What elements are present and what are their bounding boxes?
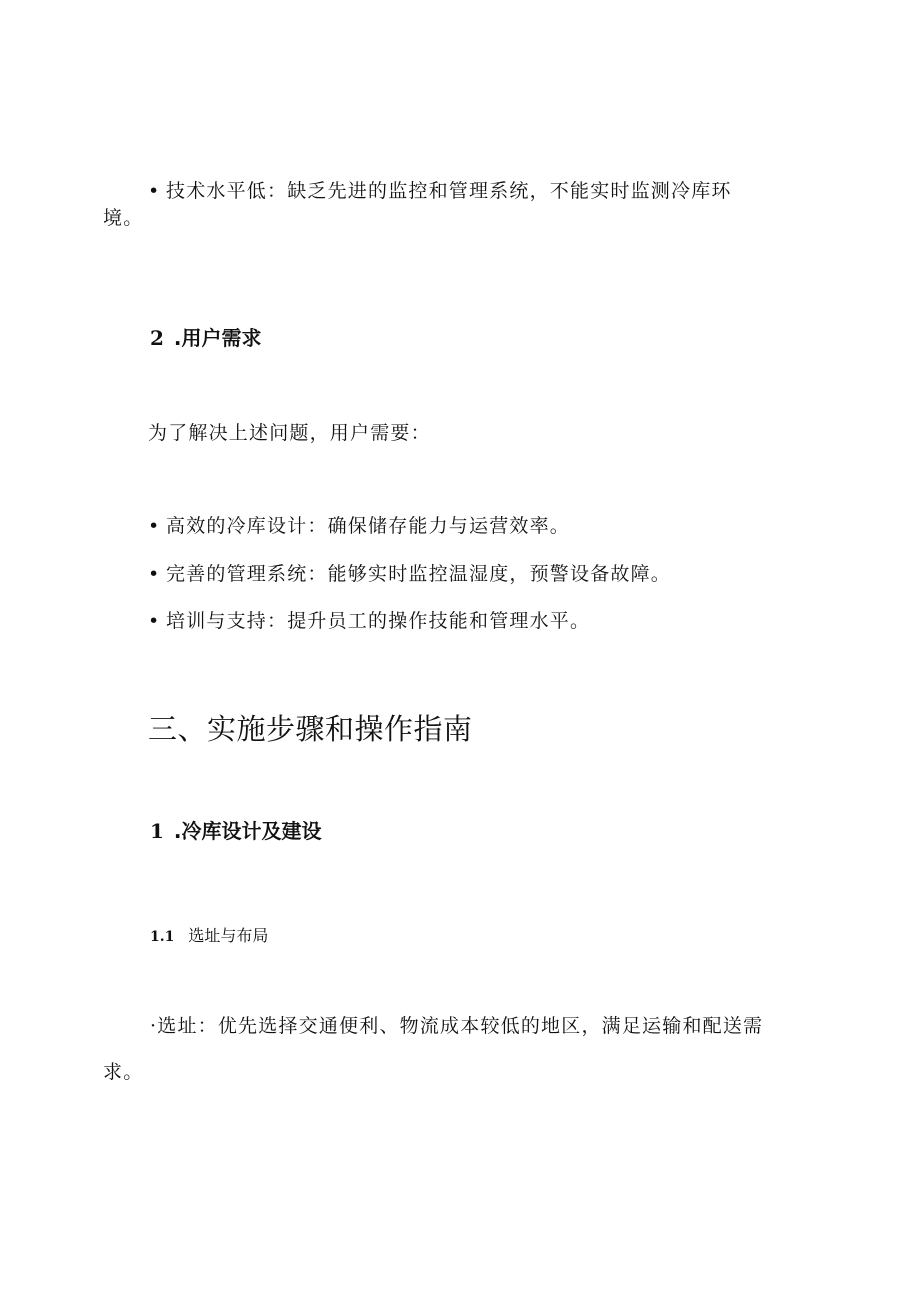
bullet-marker: • — [148, 563, 161, 585]
subsection-heading-site — [150, 925, 268, 948]
list-item-text: 培训与支持：提升员工的操作技能和管理水平。 — [166, 610, 591, 632]
section-title: .冷库设计及建设 — [173, 819, 322, 843]
bullet-marker: • — [148, 515, 161, 537]
list-item — [148, 513, 570, 539]
bullet-marker: • — [148, 180, 161, 202]
section-title: .用户需求 — [173, 326, 262, 350]
tech-bullet-line1 — [148, 178, 732, 204]
list-item-text: 高效的冷库设计：确保储存能力与运营效率。 — [166, 515, 571, 537]
subsection-title: 选址与布局 — [188, 926, 269, 945]
chapter-heading: 三、实施步骤和操作指南 — [148, 712, 473, 746]
intro-paragraph: 为了解决上述问题，用户需要： — [148, 422, 431, 444]
bullet-marker: · — [150, 1015, 158, 1037]
section-number: 1 — [150, 819, 164, 843]
list-item — [148, 561, 671, 587]
list-item-text: 完善的管理系统：能够实时监控温湿度，预警设备故障。 — [166, 563, 672, 585]
site-bullet-line2: 求。 — [103, 1061, 144, 1083]
section-number: 2 — [150, 326, 164, 350]
site-bullet-text: 选址：优先选择交通便利、物流成本较低的地区，满足运输和配送需 — [157, 1015, 764, 1037]
section-heading-user-needs — [150, 325, 262, 351]
tech-bullet-line2: 境。 — [103, 207, 144, 229]
list-item — [148, 608, 590, 634]
subsection-number: 1.1 — [150, 929, 175, 945]
tech-bullet-text: 技术水平低：缺乏先进的监控和管理系统，不能实时监测冷库环 — [166, 180, 732, 202]
section-heading-cold-storage-design — [150, 818, 322, 844]
bullet-marker: • — [148, 610, 161, 632]
site-bullet-line1 — [150, 1013, 763, 1039]
